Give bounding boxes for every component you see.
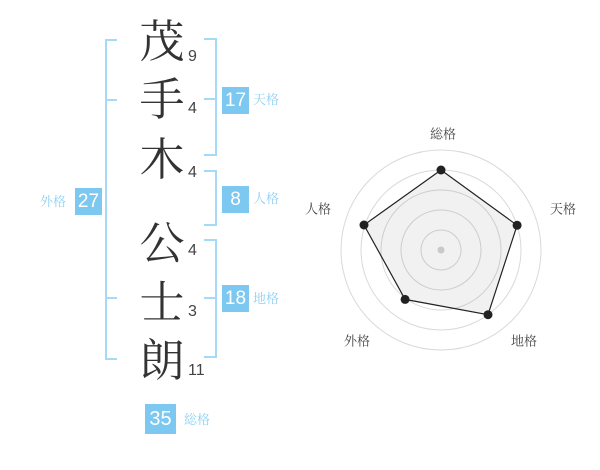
gaikaku-value-badge: 27	[75, 188, 102, 215]
radar-axis-label-gaikaku: 外格	[343, 333, 371, 349]
stroke-count: 9	[188, 48, 197, 65]
stroke-count: 4	[188, 100, 197, 117]
bracket-tick	[204, 170, 216, 172]
name-character: 朗	[139, 335, 185, 386]
bracket-tick	[204, 38, 216, 40]
bracket-tick	[105, 297, 117, 299]
radar-data-point	[437, 166, 446, 175]
stroke-count: 11	[188, 362, 205, 379]
chikaku-value-badge: 18	[222, 285, 249, 312]
bracket-line	[215, 170, 217, 226]
radar-axis-label-soukaku: 総格	[429, 126, 457, 142]
name-character: 茂	[139, 16, 185, 67]
radar-axis-label-chikaku: 地格	[510, 333, 538, 349]
radar-axis-label-tenkaku: 天格	[549, 201, 577, 217]
tenkaku-label: 天格	[253, 92, 280, 107]
bracket-tick	[204, 224, 216, 226]
bracket-tick	[204, 98, 216, 100]
radar-data-point	[484, 310, 493, 319]
name-character: 手	[139, 74, 185, 125]
radar-data-point	[401, 295, 410, 304]
jinkaku-value-badge: 8	[222, 186, 249, 213]
bracket-tick	[204, 297, 216, 299]
tenkaku-value-badge: 17	[222, 87, 249, 114]
bracket-tick	[105, 39, 117, 41]
chikaku-label: 地格	[253, 291, 280, 306]
bracket-tick	[204, 154, 216, 156]
bracket-tick	[204, 239, 216, 241]
radar-data-point	[513, 221, 522, 230]
name-character: 木	[139, 134, 185, 185]
stroke-count: 4	[188, 164, 197, 181]
jinkaku-label: 人格	[253, 191, 280, 206]
radar-center-dot	[438, 247, 445, 254]
bracket-tick	[105, 99, 117, 101]
stroke-count: 4	[188, 242, 197, 259]
soukaku-value-badge: 35	[145, 404, 176, 434]
bracket-tick	[105, 358, 117, 360]
bracket-tick	[204, 356, 216, 358]
bracket-line	[105, 39, 107, 360]
gaikaku-label: 外格	[40, 194, 67, 209]
bracket-line	[215, 38, 217, 156]
name-character: 士	[139, 277, 185, 328]
radar-data-polygon	[364, 170, 517, 315]
radar-data-point	[360, 221, 369, 230]
radar-axis-label-jinkaku: 人格	[304, 201, 332, 217]
name-character: 公	[139, 218, 185, 269]
soukaku-label: 総格	[184, 412, 211, 427]
stroke-count: 3	[188, 303, 197, 320]
